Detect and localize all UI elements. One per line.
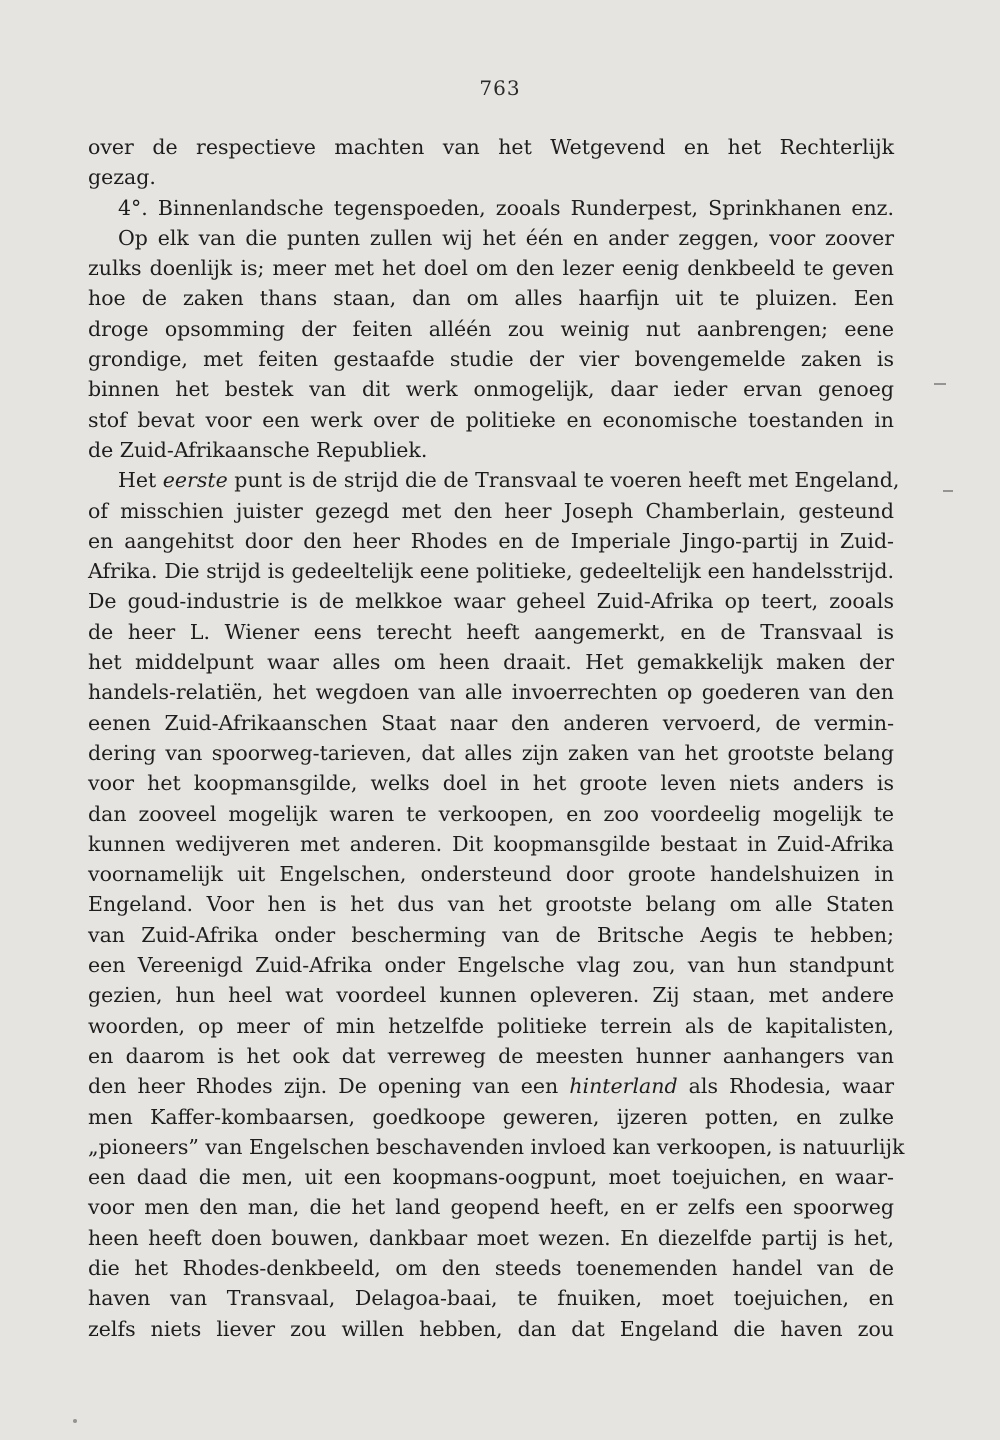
- text-line: dering van spoorweg-tarieven, dat alles zijn zaken van het grootste belang: [88, 740, 894, 765]
- text-line: over de respectieve machten van het Wetgevend en het Rechterlijk: [88, 135, 894, 159]
- body-text: [88, 132, 905, 1344]
- text-line: 4°. Binnenlandsche tegenspoeden, zooals Runderpest, Sprinkhanen enz.: [118, 195, 894, 220]
- margin-tick-mark: [934, 383, 946, 385]
- text-line: Afrika. Die strijd is gedeeltelijk eene politieke, gedeeltelijk een handelsstrijd.: [88, 559, 894, 584]
- text-line-with-italic: [88, 1071, 894, 1101]
- text-line: die het Rhodes-denkbeeld, om den steeds toenemenden handel van de: [88, 1255, 894, 1280]
- text-line: men Kaffer-kombaarsen, goedkoope geweren, ijzeren potten, en zulke: [88, 1104, 894, 1129]
- margin-tick-mark: [943, 490, 953, 492]
- text-segment: den heer Rhodes zijn. De opening van een: [88, 1074, 570, 1099]
- text-line: een daad die men, uit een koopmans-oogpunt, moet toejuichen, en waar-: [88, 1165, 894, 1190]
- text-line: zelfs niets liever zou willen hebben, dan dat Engeland die haven zou: [88, 1316, 894, 1341]
- text-line: stof bevat voor een werk over de politieke en economische toestanden in: [88, 407, 894, 432]
- text-line: zulks doenlijk is; meer met het doel om den lezer eenig denkbeeld te geven: [88, 256, 894, 281]
- text-line: grondige, met feiten gestaafde studie der vier bovengemelde zaken is: [88, 347, 894, 372]
- text-segment: punt is de strijd die de Transvaal te voeren heeft met Engeland,: [227, 468, 900, 493]
- text-line: een Vereenigd Zuid-Afrika onder Engelsche vlag zou, van hun standpunt: [88, 953, 894, 978]
- text-line: de heer L. Wiener eens terecht heeft aangemerkt, en de Transvaal is: [88, 619, 894, 644]
- text-line: handels-relatiën, het wegdoen van alle invoerrechten op goederen van den: [88, 680, 894, 705]
- text-line: gezag.: [88, 165, 156, 190]
- text-line: dan zooveel mogelijk waren te verkoopen, en zoo voordeelig mogelijk te: [88, 801, 894, 826]
- text-line-with-italic: [88, 465, 900, 495]
- text-line: binnen het bestek van dit werk onmogelijk, daar ieder ervan genoeg: [88, 377, 894, 402]
- text-line: voor men den man, die het land geopend heeft, en er zelfs een spoorweg: [88, 1195, 894, 1220]
- text-line: eenen Zuid-Afrikaanschen Staat naar den anderen vervoerd, de vermin-: [88, 710, 894, 735]
- text-line: voornamelijk uit Engelschen, ondersteund door groote handelshuizen in: [88, 862, 894, 887]
- stray-dot-mark: [73, 1419, 77, 1423]
- text-line: woorden, op meer of min hetzelfde politieke terrein als de kapitalisten,: [88, 1013, 894, 1038]
- text-line: De goud-industrie is de melkkoe waar geheel Zuid-Afrika op teert, zooals: [88, 589, 894, 614]
- text-line: gezien, hun heel wat voordeel kunnen opleveren. Zij staan, met andere: [88, 983, 894, 1008]
- text-segment: Het: [118, 468, 163, 493]
- text-line: voor het koopmansgilde, welks doel in het groote leven niets anders is: [88, 771, 894, 796]
- text-line: kunnen wedijveren met anderen. Dit koopmansgilde bestaat in Zuid-Afrika: [88, 831, 894, 856]
- text-line: en aangehitst door den heer Rhodes en de Imperiale Jingo-partij in Zuid-: [88, 528, 894, 553]
- text-segment: als Rhodesia, waar: [677, 1074, 894, 1099]
- text-line: haven van Transvaal, Delagoa-baai, te fnuiken, moet toejuichen, en: [88, 1286, 894, 1311]
- text-line: de Zuid-Afrikaansche Republiek.: [88, 437, 428, 462]
- text-line: droge opsomming der feiten alléén zou weinig nut aanbrengen; eene: [88, 316, 894, 341]
- text-line: Engeland. Voor hen is het dus van het grootste belang om alle Staten: [88, 892, 894, 917]
- italic-word: hinterland: [569, 1074, 678, 1099]
- text-line: van Zuid-Afrika onder bescherming van de Britsche Aegis te hebben;: [88, 922, 894, 947]
- text-line: Op elk van die punten zullen wij het één en ander zeggen, voor zoover: [118, 225, 894, 250]
- text-line: heen heeft doen bouwen, dankbaar moet wezen. En diezelfde partij is het,: [88, 1225, 894, 1250]
- text-line: of misschien juister gezegd met den heer Joseph Chamberlain, gesteund: [88, 498, 894, 523]
- text-line: en daarom is het ook dat verreweg de meesten hunner aanhangers van: [88, 1043, 894, 1068]
- text-line: „pioneers” van Engelschen beschavenden invloed kan verkoopen, is natuurlijk: [88, 1134, 905, 1159]
- text-line: het middelpunt waar alles om heen draait. Het gemakkelijk maken der: [88, 650, 894, 675]
- text-line: hoe de zaken thans staan, dan om alles haarfijn uit te pluizen. Een: [88, 286, 894, 311]
- italic-word: eerste: [162, 468, 228, 493]
- page-number: 763: [479, 76, 521, 100]
